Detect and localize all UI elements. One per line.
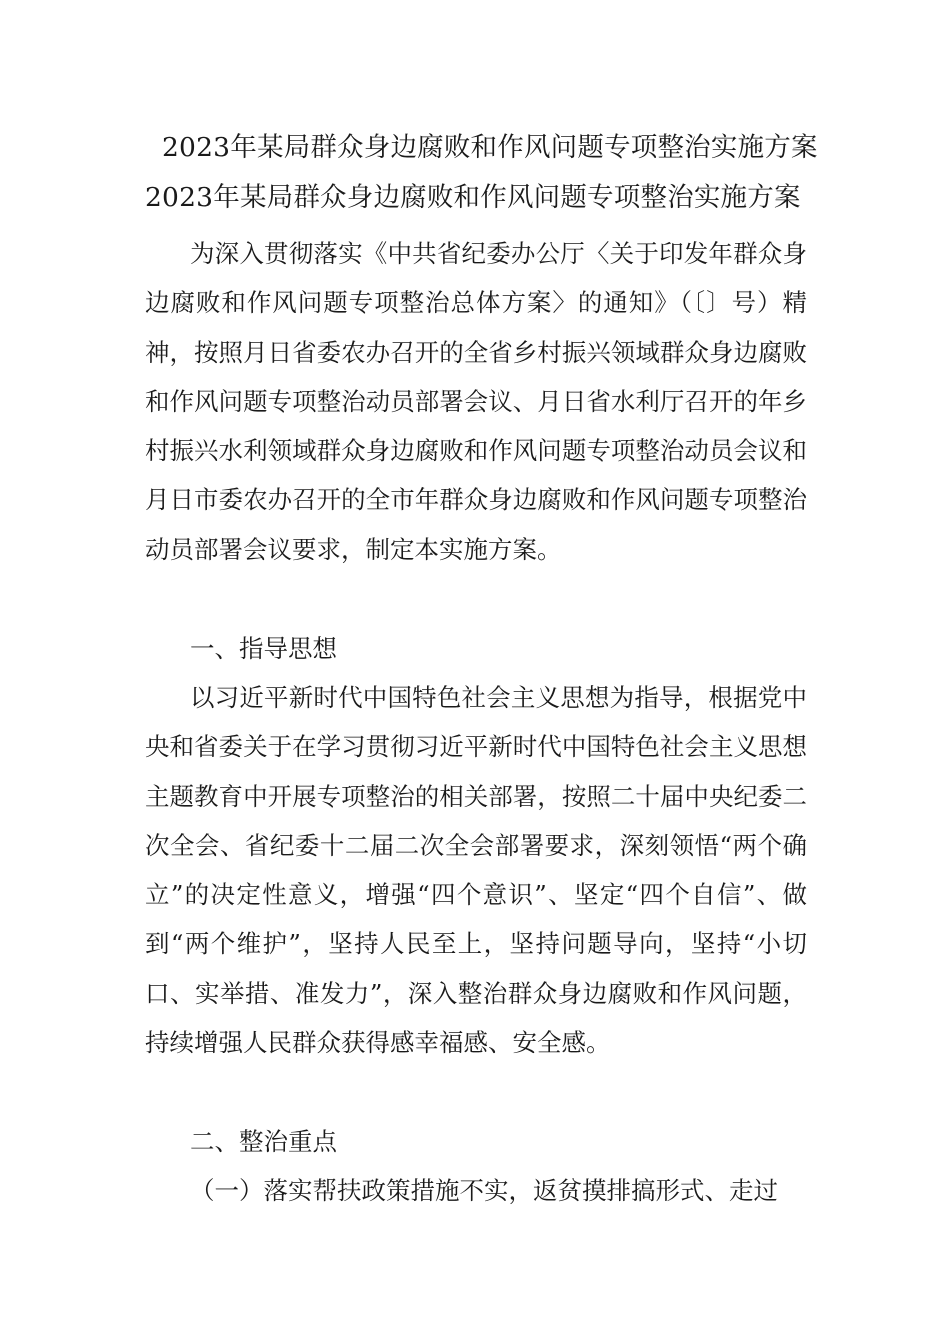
document-subtitle: 2023年某局群众身边腐败和作风问题专项整治实施方案 xyxy=(145,182,801,213)
guiding-ideology-paragraph: 以习近平新时代中国特色社会主义思想为指导，根据党中央和省委关于在学习贯彻习近平新时代中国特色社会主义思想主题教育中开展专项整治的相关部署，按照二十届中央纪委二次全会、省纪委十二届二次全会部署要求，深刻领悟“两个确立”的决定性意义，增强“四个意识”、坚定“四个自信”、做到“两个维护”，坚持人民至上，坚持问题导向，坚持“小切口、实举措、准发力”，深入整治群众身边腐败和作风问题，持续增强人民群众获得感幸福感、安全感。 xyxy=(145,683,807,1058)
section-heading-key-points: 二、整治重点 xyxy=(190,1127,337,1156)
intro-paragraph: 为深入贯彻落实《中共省纪委办公厅〈关于印发年群众身边腐败和作风问题专项整治总体方案〉的通知》（〔〕号）精神，按照月日省委农办召开的全省乡村振兴领域群众身边腐败和作风问题专项整治动员部署会议、月日省水利厅召开的年乡村振兴水利领域群众身边腐败和作风问题专项整治动员会议和月日市委农办召开的全市年群众身边腐败和作风问题专项整治动员部署会议要求，制定本实施方案。 xyxy=(145,239,807,564)
document-title: 2023年某局群众身边腐败和作风问题专项整治实施方案 xyxy=(162,132,818,163)
section-heading-guiding-ideology: 一、指导思想 xyxy=(190,634,337,663)
key-points-item-1: （一）落实帮扶政策措施不实，返贫摸排搞形式、走过 xyxy=(190,1176,778,1205)
